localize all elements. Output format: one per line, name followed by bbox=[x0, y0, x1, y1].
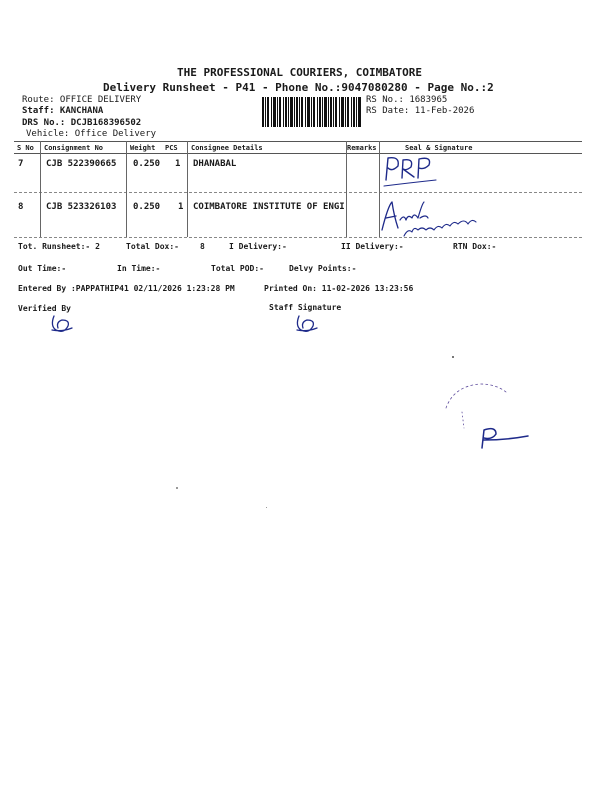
col-header-consignee: Consignee Details bbox=[191, 144, 263, 152]
printed-on: Printed On: 11-02-2026 13:23:56 bbox=[264, 284, 414, 293]
row-pcs: 1 bbox=[178, 202, 184, 212]
row-sno: 8 bbox=[18, 202, 24, 212]
rs-number: RS No.: 1683965 bbox=[366, 95, 448, 105]
column-divider bbox=[187, 141, 188, 237]
rtn-dox: RTN Dox:- bbox=[453, 242, 497, 251]
row-weight: 0.250 bbox=[133, 159, 161, 169]
in-time: In Time:- bbox=[117, 264, 161, 273]
row-separator bbox=[14, 192, 582, 193]
col-header-pcs: PCS bbox=[165, 144, 178, 152]
verified-by-label: Verified By bbox=[18, 304, 71, 313]
vehicle-info: Vehicle: Office Delivery bbox=[26, 129, 157, 139]
handwritten-signature bbox=[378, 150, 448, 192]
out-time: Out Time:- bbox=[18, 264, 67, 273]
row-consignment-no: CJB 523326103 bbox=[46, 202, 117, 212]
col-header-seal: Seal & Signature bbox=[405, 144, 473, 152]
col-header-weight: Weight bbox=[130, 144, 156, 152]
runsheet-subtitle: Delivery Runsheet - P41 - Phone No.:9047080280 - Page No.:2 bbox=[103, 81, 494, 94]
barcode-image bbox=[262, 97, 362, 127]
col-header-consignment: Consignment No bbox=[44, 144, 104, 152]
total-runsheet: Tot. Runsheet:- 2 bbox=[18, 242, 100, 251]
rs-date: RS Date: 11-Feb-2026 bbox=[366, 106, 475, 116]
staff-info: Staff: KANCHANA bbox=[22, 106, 104, 116]
scan-speck bbox=[452, 356, 454, 358]
row-consignee: DHANABAL bbox=[193, 159, 237, 169]
column-divider bbox=[346, 141, 347, 237]
col-header-sno: S No bbox=[17, 144, 34, 152]
row-consignee: COIMBATORE INSTITUTE OF ENGI bbox=[193, 202, 345, 212]
drs-number: DRS No.: DCJB168396502 bbox=[22, 118, 142, 128]
row-sno: 7 bbox=[18, 159, 24, 169]
table-top-rule bbox=[14, 141, 582, 142]
row-weight: 0.250 bbox=[133, 202, 161, 212]
staff-signature-label: Staff Signature bbox=[269, 303, 342, 312]
scan-speck bbox=[266, 507, 267, 508]
total-dox-label: Total Dox:- bbox=[126, 242, 179, 251]
row-consignment-no: CJB 522390665 bbox=[46, 159, 117, 169]
initial-mark bbox=[293, 312, 321, 336]
column-divider bbox=[126, 141, 127, 237]
ii-delivery: II Delivery:- bbox=[341, 242, 404, 251]
table-header-rule bbox=[14, 153, 582, 154]
stamp-mark bbox=[436, 378, 532, 454]
total-dox-value: 8 bbox=[200, 242, 205, 251]
column-divider bbox=[40, 141, 41, 237]
row-pcs: 1 bbox=[175, 159, 181, 169]
i-delivery: I Delivery:- bbox=[229, 242, 287, 251]
entered-by: Entered By :PAPPATHIP41 02/11/2026 1:23:28 PM bbox=[18, 284, 235, 293]
delvy-points: Delvy Points:- bbox=[289, 264, 357, 273]
route-info: Route: OFFICE DELIVERY bbox=[22, 95, 142, 105]
col-header-remarks: Remarks bbox=[347, 144, 377, 152]
total-pod: Total POD:- bbox=[211, 264, 264, 273]
handwritten-signature bbox=[378, 196, 498, 240]
initial-mark bbox=[48, 312, 76, 336]
scan-speck bbox=[176, 487, 178, 489]
document-title: THE PROFESSIONAL COURIERS, COIMBATORE bbox=[177, 66, 423, 79]
